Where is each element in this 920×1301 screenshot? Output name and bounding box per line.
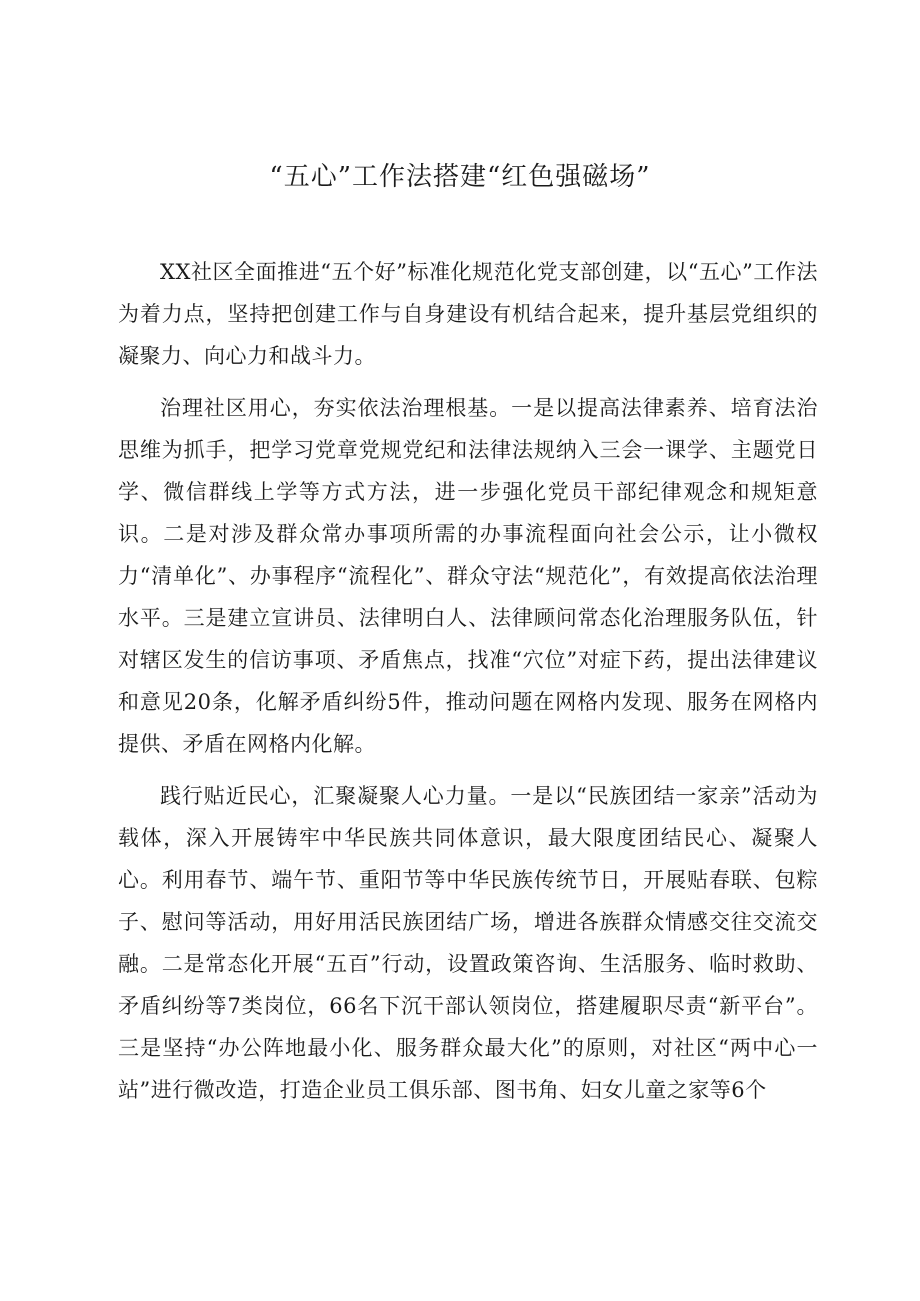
document-title: “五心”工作法搭建“红色强磁场” xyxy=(269,162,651,192)
document-body xyxy=(118,251,818,1111)
paragraph-people: 践行贴近民心，汇聚凝聚人心力量。一是以“民族团结一家亲”活动为载体，深入开展铸牢中华民族共同体意识，最大限度团结民心、凝聚人心。利用春节、端午节、重阳节等中华民族传统节日，开展贴春联、包粽子、慰问等活动，用好用活民族团结广场，增进各族群众情感交往交流交融。二是常态化开展“五百”行动，设置政策咨询、生活服务、临时救助、矛盾纠纷等7类岗位，66名下沉干部认领岗位，搭建履职尽责“新平台”。三是坚持“办公阵地最小化、服务群众最大化”的原则，对社区“两中心一站”进行微改造，打造企业员工俱乐部、图书角、妇女儿童之家等6个 xyxy=(118,784,818,1102)
paragraph-governance: 治理社区用心，夯实依法治理根基。一是以提高法律素养、培育法治思维为抓手，把学习党章党规党纪和法律法规纳入三会一课学、主题党日学、微信群线上学等方式方法，进一步强化党员干部纪律观念和规矩意识。二是对涉及群众常办事项所需的办事流程面向社会公示，让小微权力“清单化”、办事程序“流程化”、群众守法“规范化”，有效提高依法治理水平。三是建立宣讲员、法律明白人、法律顾问常态化治理服务队伍，针对辖区发生的信访事项、矛盾焦点，找准“穴位”对症下药，提出法律建议和意见20条，化解矛盾纠纷5件，推动问题在网格内发现、服务在网格内提供、矛盾在网格内化解。 xyxy=(118,396,818,756)
paragraph-intro: XX社区全面推进“五个好”标准化规范化党支部创建，以“五心”工作法为着力点，坚持把创建工作与自身建设有机结合起来，提升基层党组织的凝聚力、向心力和战斗力。 xyxy=(118,260,818,368)
